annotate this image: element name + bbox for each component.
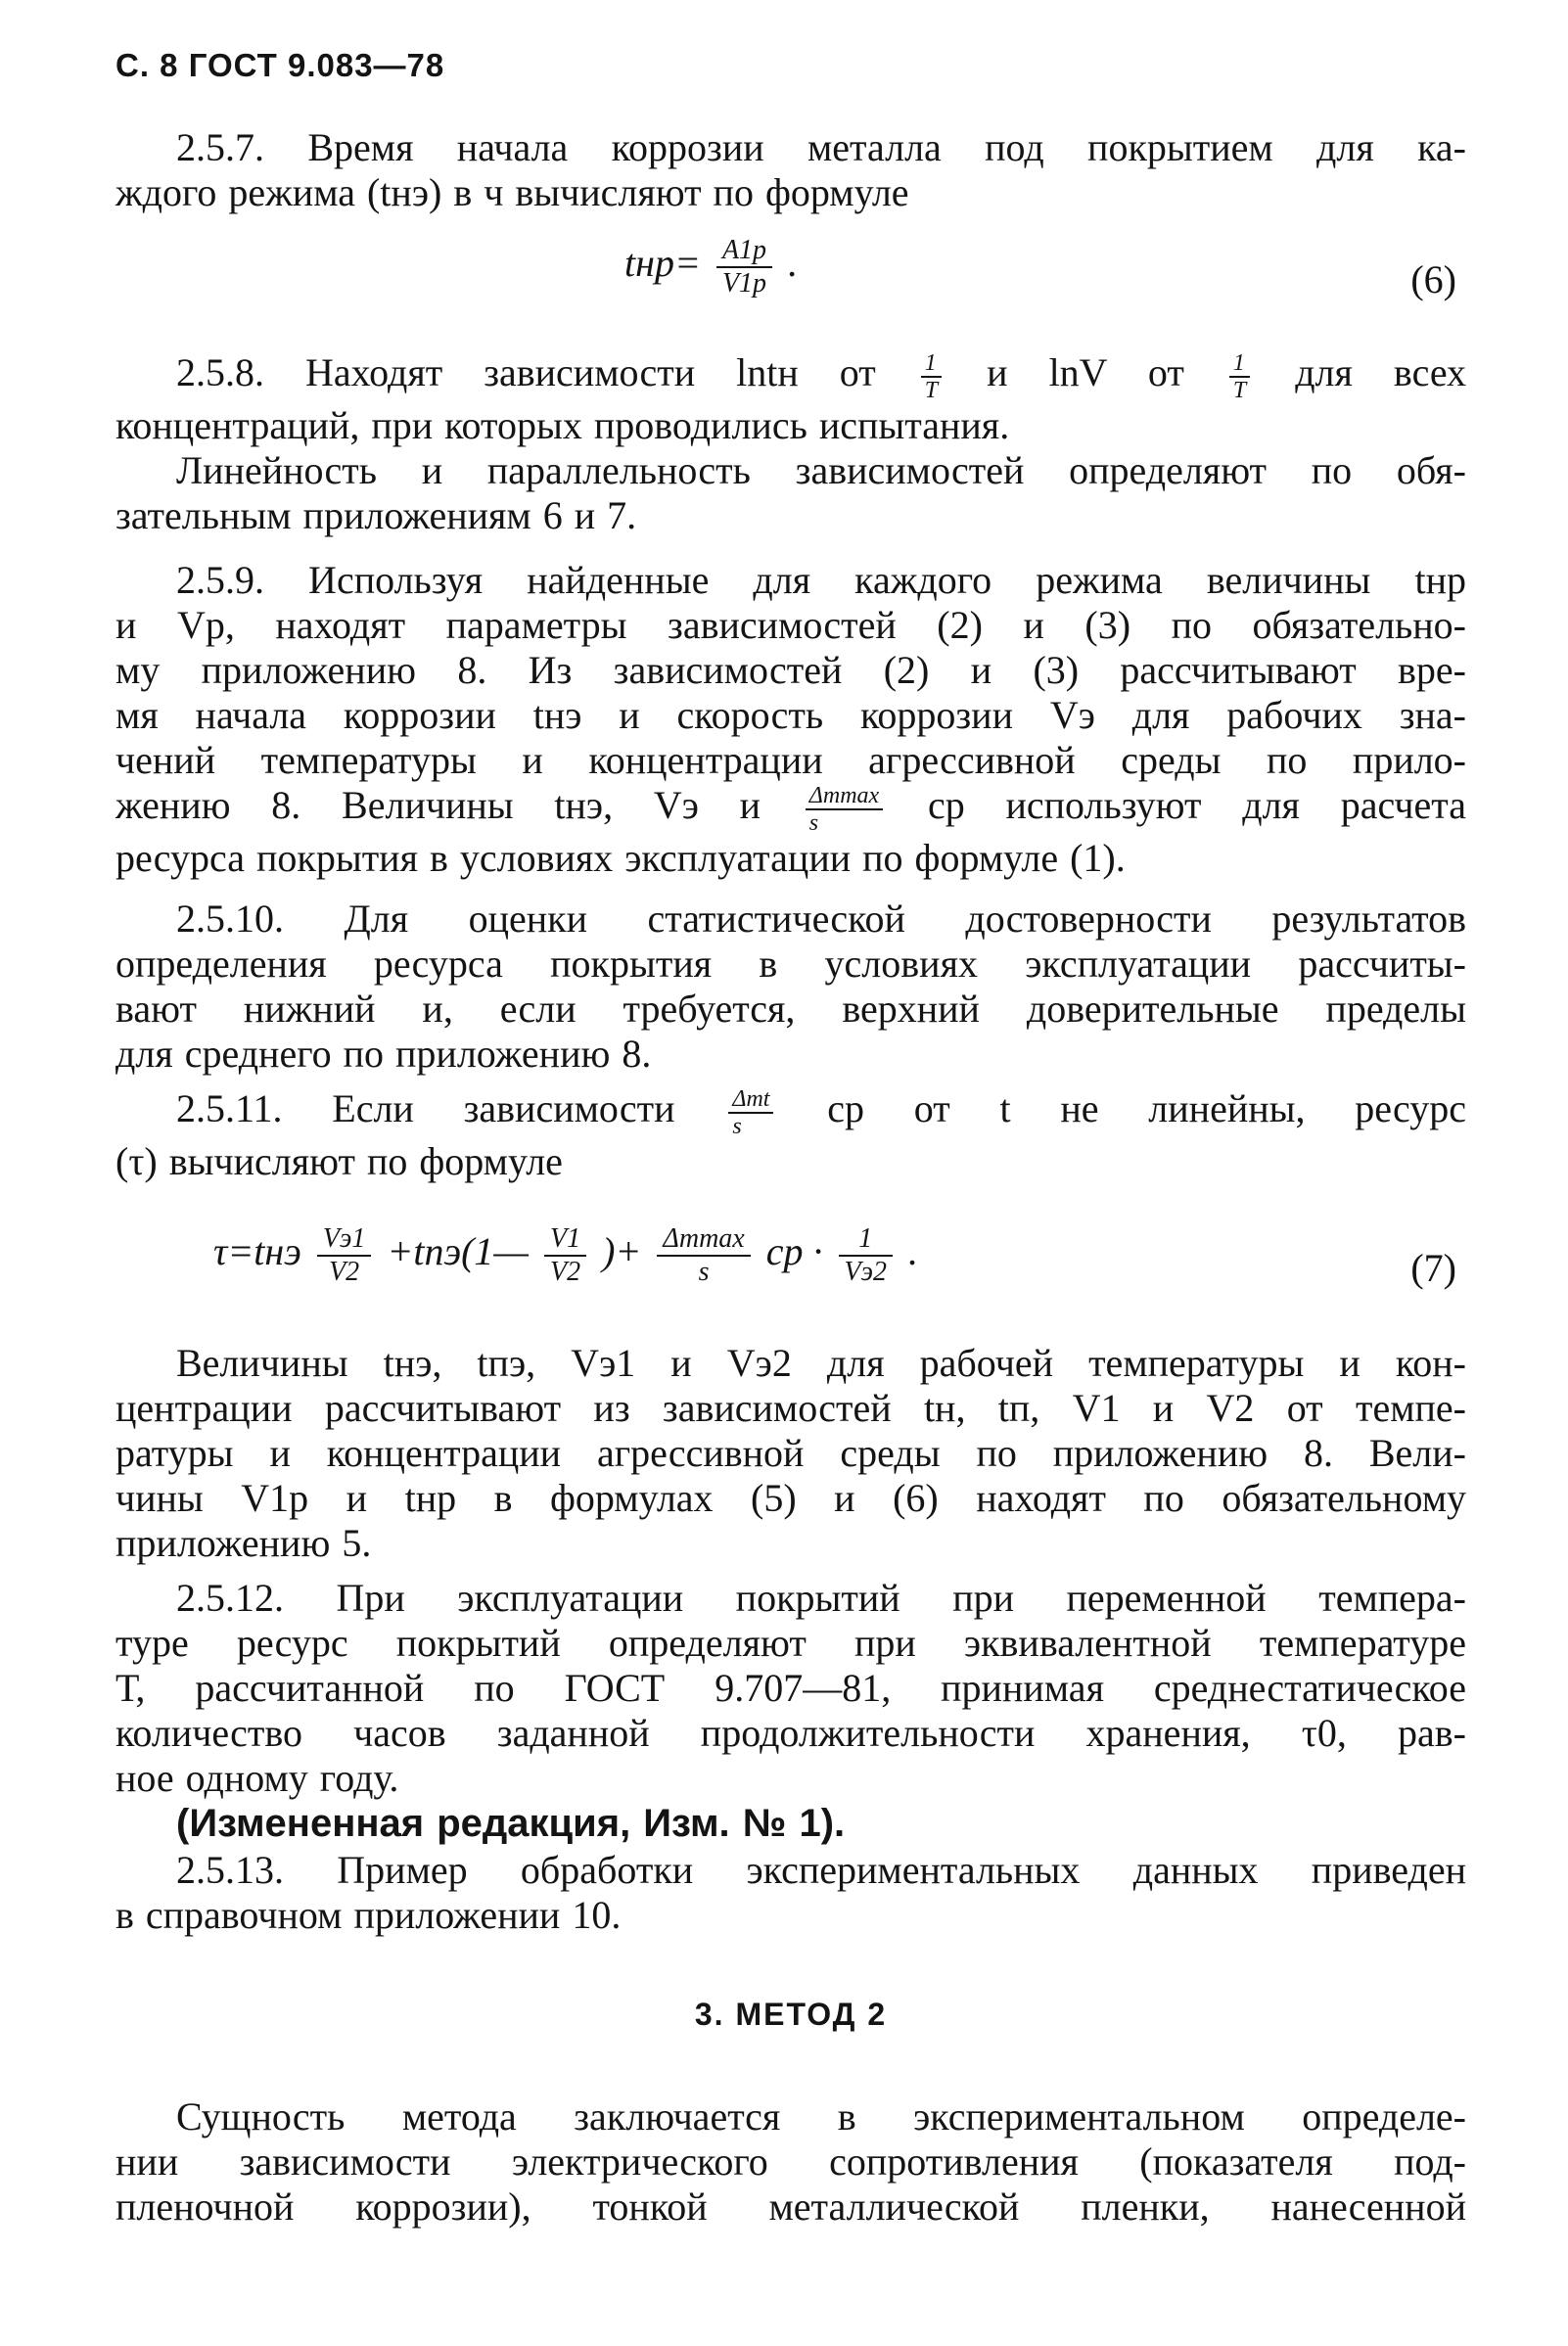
text-segment: 2.5.11. Если зависимости bbox=[176, 1086, 675, 1131]
formula-fraction bbox=[544, 1223, 586, 1288]
fraction-numerator: 1 bbox=[921, 350, 942, 378]
paragraph-2-5-7 bbox=[115, 125, 1466, 215]
text-segment: для всех bbox=[1295, 350, 1467, 395]
fraction-denominator: V2 bbox=[329, 1257, 360, 1287]
text-line: концентраций, при которых проводились испытания. bbox=[115, 403, 1010, 447]
section-title: 3. МЕТОД 2 bbox=[694, 1997, 888, 2032]
inline-fraction bbox=[806, 783, 883, 836]
fraction-numerator: Δmmax bbox=[657, 1223, 750, 1257]
formula-fraction bbox=[317, 1223, 371, 1288]
text-line: Т, рассчитанной по ГОСТ 9.707—81, принимая среднестатическое bbox=[115, 1666, 1466, 1710]
text-line-with-fraction bbox=[115, 783, 1466, 836]
formula-fraction bbox=[839, 1223, 893, 1288]
paragraph-2-5-13 bbox=[115, 1848, 1466, 1938]
text-line: для среднего по приложению 8. bbox=[115, 1032, 652, 1076]
paragraph-2-5-9 bbox=[115, 558, 1466, 881]
paragraph-2-5-12 bbox=[115, 1576, 1466, 1801]
inline-fraction bbox=[728, 1086, 773, 1139]
text-line: ждого режима (tнэ) в ч вычисляют по формуле bbox=[115, 170, 909, 214]
formula-segment: +tпэ(1— bbox=[387, 1229, 529, 1274]
text-segment: 2.5.8. Находят зависимости lntн от bbox=[176, 350, 876, 395]
equation-number-7: (7) bbox=[1410, 1246, 1456, 1290]
text-line: ратуры и концентрации агрессивной среды по приложению 8. Вели- bbox=[115, 1431, 1466, 1475]
formula-7 bbox=[213, 1223, 918, 1288]
text-line: пленочной коррозии), тонкой металлической пленки, нанесенной bbox=[115, 2185, 1466, 2229]
formula-lhs: tнр= bbox=[624, 241, 701, 286]
fraction-denominator: V2 bbox=[550, 1257, 581, 1287]
paragraph-2-5-11 bbox=[115, 1086, 1466, 1184]
document-page bbox=[115, 39, 1466, 2290]
formula-6 bbox=[624, 235, 798, 299]
fraction-numerator: V1 bbox=[544, 1223, 586, 1257]
text-line: Сущность метода заключается в экспериментальном определе- bbox=[176, 2094, 1466, 2139]
fraction-numerator: Vэ1 bbox=[317, 1223, 371, 1257]
fraction-numerator: Δmt bbox=[728, 1086, 773, 1114]
text-line: ресурса покрытия в условиях эксплуатации по формуле (1). bbox=[115, 836, 1126, 880]
formula-tail: . bbox=[788, 241, 799, 286]
formula-fraction bbox=[657, 1223, 750, 1288]
formula-segment: ср · bbox=[765, 1229, 823, 1274]
formula-tail: . bbox=[907, 1229, 918, 1274]
formula-segment: τ=tнэ bbox=[213, 1229, 301, 1274]
fraction-denominator: T bbox=[924, 378, 939, 403]
fraction-numerator: Δmmax bbox=[806, 783, 883, 810]
text-line: 2.5.10. Для оценки статистической достоверности результатов bbox=[176, 897, 1466, 941]
text-line: ное одному году. bbox=[115, 1756, 399, 1800]
inline-fraction bbox=[1229, 350, 1250, 403]
amendment-text: (Измененная редакция, Изм. № 1). bbox=[176, 1802, 846, 1845]
fraction-denominator: T bbox=[1232, 378, 1247, 403]
text-line: 2.5.9. Используя найденные для каждого режима величины tнр bbox=[176, 558, 1466, 602]
text-line: 2.5.12. При эксплуатации покрытий при переменной темпера- bbox=[176, 1576, 1466, 1620]
fraction-numerator: A1р bbox=[716, 235, 772, 268]
text-line: зательным приложениям 6 и 7. bbox=[115, 493, 637, 537]
text-line: в справочном приложении 10. bbox=[115, 1893, 622, 1937]
text-line: (τ) вычисляют по формуле bbox=[115, 1139, 563, 1183]
text-line: Линейность и параллельность зависимостей определяют по обя- bbox=[176, 448, 1466, 492]
text-segment: жению 8. Величины tнэ, Vэ и bbox=[115, 783, 761, 828]
text-line: 2.5.7. Время начала коррозии металла под покрытием для ка- bbox=[176, 125, 1466, 169]
page-header: С. 8 ГОСТ 9.083—78 bbox=[115, 47, 445, 83]
text-line: центрации рассчитывают из зависимостей tн, tп, V1 и V2 от темпе- bbox=[115, 1386, 1466, 1430]
text-line: нии зависимости электрического сопротивления (показателя под- bbox=[115, 2139, 1466, 2184]
fraction-denominator: s bbox=[732, 1114, 742, 1139]
fraction-denominator: s bbox=[698, 1257, 710, 1287]
text-line: определения ресурса покрытия в условиях эксплуатации рассчиты- bbox=[115, 942, 1466, 986]
paragraph-2-5-10 bbox=[115, 897, 1466, 1077]
text-line-with-fraction bbox=[115, 1086, 1466, 1139]
text-line: му приложению 8. Из зависимостей (2) и (3) рассчитывают вре- bbox=[115, 648, 1466, 692]
formula-fraction bbox=[716, 235, 772, 299]
equation-number-6: (6) bbox=[1410, 257, 1456, 301]
text-segment: ср используют для расчета bbox=[927, 783, 1466, 828]
formula-segment: )+ bbox=[602, 1229, 642, 1274]
text-line: 2.5.13. Пример обработки экспериментальных данных приведен bbox=[176, 1848, 1466, 1892]
fraction-numerator: 1 bbox=[1229, 350, 1250, 378]
text-line: Величины tнэ, tпэ, Vэ1 и Vэ2 для рабочей температуры и кон- bbox=[176, 1341, 1466, 1385]
text-segment: ср от t не линейны, ресурс bbox=[827, 1086, 1467, 1131]
fraction-denominator: Vэ2 bbox=[844, 1257, 887, 1287]
text-line: чений температуры и концентрации агрессивной среды по прило- bbox=[115, 738, 1466, 782]
paragraph-2-5-8 bbox=[115, 350, 1466, 538]
amendment-note bbox=[115, 1801, 1466, 1846]
fraction-denominator: s bbox=[808, 810, 819, 836]
text-line-with-fractions bbox=[115, 350, 1466, 403]
text-line: туре ресурс покрытий определяют при эквивалентной температуре bbox=[115, 1621, 1466, 1665]
text-line: вают нижний и, если требуется, верхний доверительные пределы bbox=[115, 987, 1466, 1031]
text-line: приложению 5. bbox=[115, 1521, 372, 1565]
text-line: и Vр, находят параметры зависимостей (2) и (3) по обязательно- bbox=[115, 603, 1466, 647]
text-line: чины V1р и tнр в формулах (5) и (6) находят по обязательному bbox=[115, 1476, 1466, 1520]
text-segment: и lnV от bbox=[987, 350, 1184, 395]
inline-fraction bbox=[921, 350, 942, 403]
fraction-numerator: 1 bbox=[839, 1223, 893, 1257]
paragraph-method bbox=[115, 2094, 1466, 2230]
text-line: мя начала коррозии tнэ и скорость коррозии Vэ для рабочих зна- bbox=[115, 693, 1466, 737]
fraction-denominator: V1р bbox=[721, 268, 767, 299]
text-line: количество часов заданной продолжительности хранения, τ0, рав- bbox=[115, 1711, 1466, 1755]
paragraph-values bbox=[115, 1341, 1466, 1566]
